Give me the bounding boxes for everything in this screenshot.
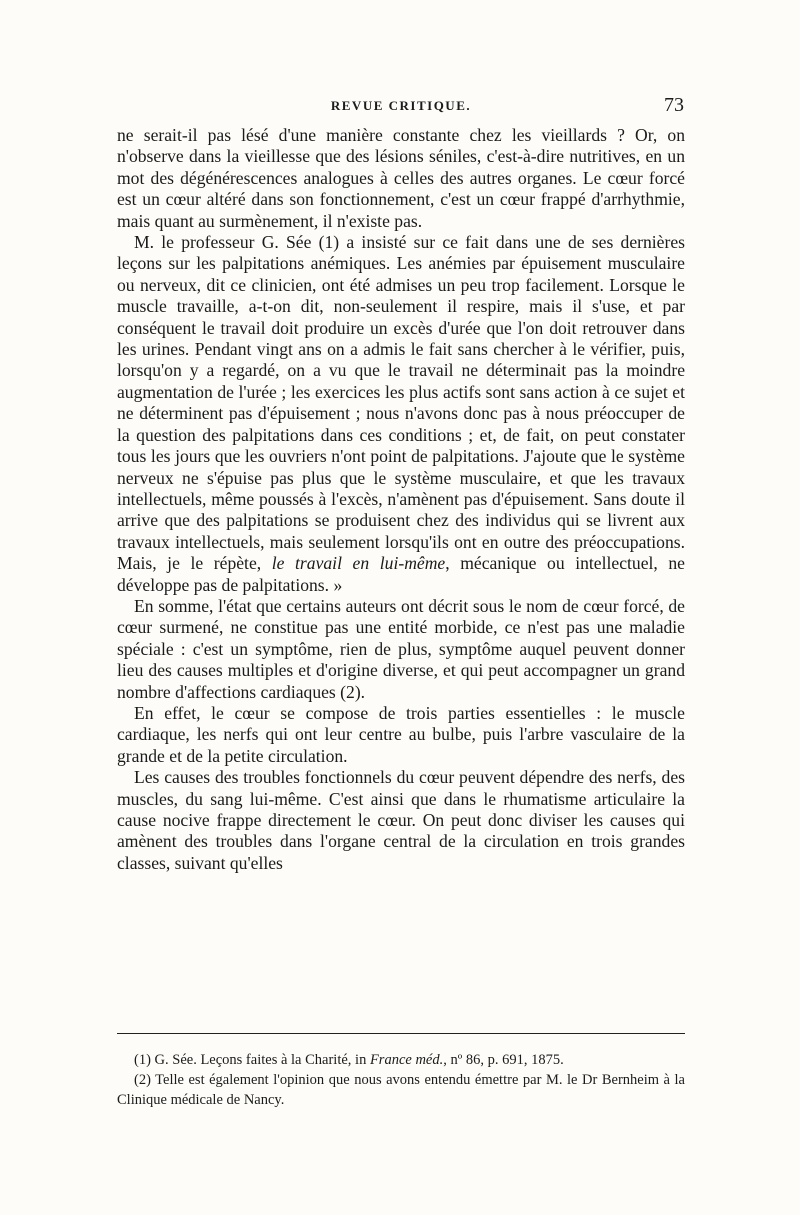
paragraph-en-somme: En somme, l'état que certains auteurs ont décrit sous le nom de cœur forcé, de cœur surmené, ne constitue pas une entité morbide, ce n'est pas une maladie spéciale : c'est un symptôme, rien de plus, symptôme auquel peuvent donner lieu des causes multiples et d'origine diverse, et qui peut accompagner un grand nombre d'affections cardiaques (2). <box>117 595 685 702</box>
paragraph-text: , mécanique ou intellectuel, ne développe pas de palpitations. » <box>117 553 685 595</box>
footnote-text: , nº 86, p. 691, 1875. <box>443 1052 564 1068</box>
footnote-text: (2) Telle est également l'opinion que nous avons entendu émettre par M. le Dr Bernheim à la Clinique médicale de Nancy. <box>117 1072 685 1108</box>
paragraph-les-causes: Les causes des troubles fonctionnels du cœur peuvent dépendre des nerfs, des muscles, du sang lui-même. C'est ainsi que dans le rhumatisme articulaire la cause nocive frappe directement le cœur. On peut donc diviser les causes qui amènent des troubles dans l'organe central de la circulation en trois grandes classes, suivant qu'elles <box>117 767 685 873</box>
paragraph-continued: ne serait-il pas lésé d'une manière constante chez les vieillards ? Or, on n'observe dans la vieillesse que des lésions séniles, c'est-à-dire nutritives, en un mot des dégénérescences analogues à celles des autres organes. Le cœur forcé est un cœur altéré dans son fonctionnement, c'est un cœur frappé d'arrhythmie, mais quant au surmènement, il n'existe pas. <box>117 125 685 231</box>
footnote-divider <box>117 1033 685 1034</box>
footnote-text: (1) G. Sée. Leçons faites à la Charité, in <box>134 1052 370 1068</box>
running-head <box>118 94 684 122</box>
body-text <box>117 125 685 874</box>
paragraph-en-effet: En effet, le cœur se compose de trois parties essentielles : le muscle cardiaque, les nerfs qui ont leur centre au bulbe, puis l'arbre vasculaire de la grande et de la petite circulation. <box>117 702 685 766</box>
footnote-1 <box>117 1050 685 1070</box>
footnote-2 <box>117 1070 685 1110</box>
italic-phrase: le travail en lui-même <box>271 553 446 574</box>
page-number: 73 <box>664 94 684 116</box>
paragraph-quote-see <box>117 232 685 596</box>
footnotes <box>117 1050 685 1110</box>
paragraph-text: M. le professeur G. Sée (1) a insisté sur ce fait dans une de ses dernières leçons sur les palpitations anémiques. Les anémies par épuisement musculaire ou nerveux, dit ce clinicien, ont été admises un peu trop facilement. Lorsque le muscle travaille, a-t-on dit, non-seulement il respire, mais il s'use, et par conséquent le travail doit produire un excès d'urée que l'on doit retrouver dans les urines. Pendant vingt ans on a admis le fait sans chercher à le vérifier, puis, lorsqu'on y a regardé, on a vu que le travail ne déterminait pas la moindre augmentation de l'urée ; les exercices les plus actifs sont sans action à ce sujet et ne déterminent pas d'épuisement ; nous n'avons donc pas à nous préoccuper de la question des palpitations dans ces conditions ; et, de fait, on peut constater tous les jours que les ouvriers n'ont point de palpitations. J'ajoute que le système nerveux ne s'épuise pas plus que le système musculaire, et que les travaux intellectuels, même poussés à l'excès, n'amènent pas d'épuisement. Sans doute il arrive que des palpitations se produisent chez des individus qui se livrent aux travaux intellectuels, mais seulement lorsqu'ils ont en outre des préoccupations. Mais, je le répète, <box>117 232 685 574</box>
running-title: REVUE CRITIQUE. <box>330 98 472 113</box>
footnote-italic: France méd. <box>369 1052 444 1068</box>
